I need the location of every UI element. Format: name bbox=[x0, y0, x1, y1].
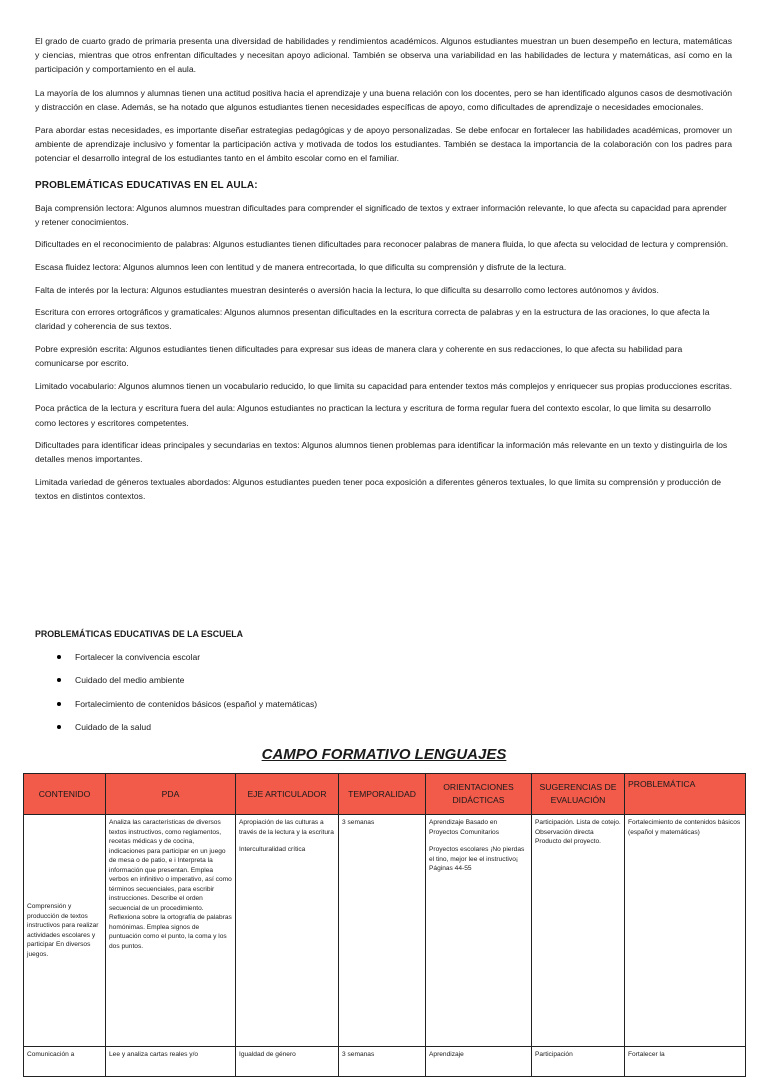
intro-paragraph: La mayoría de los alumnos y alumnas tienen una actitud positiva hacia el aprendizaje y una buena relación con los docentes, pero se han identificado algunos casos de desmotivación y distracción en clase. Además, se ha notado que algunos estudiantes tienen necesidades específicas de apoyo, como dificultades de aprendizaje o necesidades emocionales. bbox=[35, 87, 733, 112]
header-temporalidad: TEMPORALIDAD bbox=[339, 774, 426, 815]
escuela-item: Fortalecimiento de contenidos básicos (español y matemáticas) bbox=[75, 698, 732, 710]
aula-issue: Limitado vocabulario: Algunos alumnos tienen un vocabulario reducido, lo que limita su capacidad para entender textos más complejos y enriquecer sus propias producciones escritas. bbox=[35, 380, 732, 391]
header-problematica: PROBLEMÁTICA bbox=[625, 774, 746, 815]
bullet-icon bbox=[57, 702, 61, 706]
aula-issue: Escritura con errores ortográficos y gramaticales: Algunos alumnos presentan dificultades en la escritura correcta de palabras y en la estructura de las oraciones, lo que afecta la claridad y coherencia de sus textos. bbox=[35, 307, 710, 332]
cell-temporalidad: 3 semanas bbox=[339, 815, 426, 1047]
escuela-heading: PROBLEMÁTICAS EDUCATIVAS DE LA ESCUELA bbox=[35, 629, 244, 639]
document-body bbox=[35, 34, 732, 512]
aula-issue: Poca práctica de la lectura y escritura fuera del aula: Algunos estudiantes no practican la lectura y escritura de forma regular fuera del contexto escolar, lo que limita su desarrollo como lectores y escritores competentes. bbox=[35, 403, 711, 428]
cell-orientaciones: Aprendizaje Basado en Proyectos Comunitarios Proyectos escolares ¡No pierdas el tino, mejor lee el instructivo¡ Páginas 44-55 bbox=[426, 815, 532, 1047]
bullet-icon bbox=[57, 725, 61, 729]
cell-evaluacion: Participación bbox=[532, 1047, 625, 1077]
escuela-list bbox=[35, 651, 732, 733]
aula-heading: PROBLEMÁTICAS EDUCATIVAS EN EL AULA: bbox=[35, 179, 258, 191]
aula-issue: Limitada variedad de géneros textuales abordados: Algunos estudiantes pueden tener poca exposición a diferentes géneros textuales, lo que limita su comprensión y producción de textos en distintos contextos. bbox=[35, 476, 722, 502]
cell-evaluacion: Participación. Lista de cotejo. Observación directa Producto del proyecto. bbox=[532, 815, 625, 1047]
cell-eje: Igualdad de género bbox=[236, 1047, 339, 1077]
campo-formativo-title: CAMPO FORMATIVO LENGUAJES bbox=[261, 746, 507, 763]
bullet-icon bbox=[57, 678, 61, 682]
aula-issue: Dificultades en el reconocimiento de palabras: Algunos estudiantes tienen dificultades para reconocer palabras de manera fluida, lo que afecta su velocidad de lectura y comprensión. bbox=[35, 239, 729, 250]
escuela-item: Fortalecer la convivencia escolar bbox=[75, 651, 732, 663]
header-evaluacion: SUGERENCIAS DE EVALUACIÓN bbox=[532, 774, 625, 815]
cell-problematica: Fortalecimiento de contenidos básicos (español y matemáticas) bbox=[625, 815, 746, 1047]
aula-issue: Escasa fluidez lectora: Algunos alumnos leen con lentitud y de manera entrecortada, lo que dificulta su comprensión y disfrute de la lectura. bbox=[35, 262, 567, 273]
header-eje: EJE ARTICULADOR bbox=[236, 774, 339, 815]
cell-contenido: Comprensión y producción de textos instructivos para realizar actividades escolares y participar En diversos juegos. bbox=[24, 815, 106, 1047]
header-pda: PDA bbox=[106, 774, 236, 815]
escuela-section bbox=[35, 629, 732, 744]
bullet-icon bbox=[57, 655, 61, 659]
aula-issue: Baja comprensión lectora: Algunos alumnos muestran dificultades para comprender el significado de textos y extraer información relevante, lo que afecta su capacidad para aprender y retener conocimientos. bbox=[35, 202, 727, 227]
cell-orientaciones: Aprendizaje bbox=[426, 1047, 532, 1077]
intro-paragraph: Para abordar estas necesidades, es importante diseñar estrategias pedagógicas y de apoyo personalizadas. Se debe enfocar en fortalecer las habilidades académicas, promover un ambiente de aprendizaje inclusivo y fomentar la participación activa y motivada de todos los estudiantes. También se destaca la importancia de la colaboración con los padres para potenciar el desarrollo integral de los estudiantes tanto en el ámbito escolar como en el familiar. bbox=[35, 125, 732, 164]
intro-paragraph: El grado de cuarto grado de primaria presenta una diversidad de habilidades y rendimientos académicos. Algunos estudiantes muestran un buen desempeño en lectura, matemáticas y ciencias, mientras que otros enfrentan dificultades y necesitan apoyo adicional. También se observa una variabilidad en las habilidades de lectura y matemáticas, así como en la participación y comportamiento en el aula. bbox=[35, 36, 732, 75]
escuela-item: Cuidado del medio ambiente bbox=[75, 674, 732, 686]
table-row bbox=[24, 815, 746, 1047]
table-row bbox=[24, 1047, 746, 1077]
header-contenido: CONTENIDO bbox=[24, 774, 106, 815]
table-header-row bbox=[24, 774, 746, 815]
aula-issue: Pobre expresión escrita: Algunos estudiantes tienen dificultades para expresar sus ideas de manera clara y coherente en sus redacciones, lo que afecta su habilidad para comunicarse por escrito. bbox=[35, 344, 683, 369]
aula-issues-list bbox=[35, 201, 732, 504]
escuela-item: Cuidado de la salud bbox=[75, 721, 732, 733]
cell-pda: Lee y analiza cartas reales y/o bbox=[106, 1047, 236, 1077]
aula-issue: Dificultades para identificar ideas principales y secundarias en textos: Algunos alumnos tienen problemas para identificar la información más relevante en un texto y distinguirla de los detalles menos importantes. bbox=[35, 440, 728, 465]
cell-temporalidad: 3 semanas bbox=[339, 1047, 426, 1077]
cell-eje: Apropiación de las culturas a través de la lectura y la escritura Interculturalidad crítica bbox=[236, 815, 339, 1047]
cell-contenido: Comunicación a bbox=[24, 1047, 106, 1077]
cell-problematica: Fortalecer la bbox=[625, 1047, 746, 1077]
aula-issue: Falta de interés por la lectura: Algunos estudiantes muestran desinterés o aversión hacia la lectura, lo que dificulta su desarrollo como lectores autónomos y ávidos. bbox=[35, 284, 659, 295]
header-orientaciones: ORIENTACIONES DIDÁCTICAS bbox=[426, 774, 532, 815]
planning-table bbox=[23, 773, 746, 1077]
cell-pda: Analiza las características de diversos textos instructivos, como reglamentos, recetas médicas y de cocina, indicaciones para participar en un juego de mesa o de patio, e i Interpreta la información que presentan. Emplea verbos en infinitivo o imperativo, así como términos secuenciales, para escribir instrucciones. Describe el orden secuencial de un procedimiento. Reflexiona sobre la ortografía de palabras homónimas. Emplea signos de puntuación como el punto, la coma y los dos puntos. bbox=[106, 815, 236, 1047]
